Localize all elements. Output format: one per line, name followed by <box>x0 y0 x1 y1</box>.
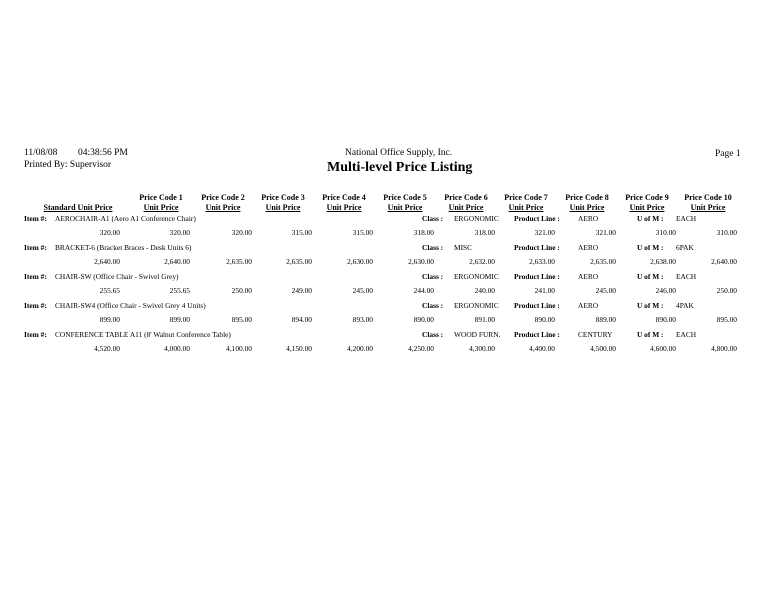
uom-label: U of M : <box>637 243 664 252</box>
price-cell: 889.00 <box>595 315 616 324</box>
price-cell: 241.00 <box>534 286 555 295</box>
price-code-label: Price Code 9 <box>625 193 669 202</box>
price-code-label: Price Code 2 <box>201 193 245 202</box>
item-description: AEROCHAIR-A1 (Aero A1 Conference Chair) <box>55 214 196 223</box>
unit-price-label: Unit Price <box>508 202 544 212</box>
price-cell: 4,250.00 <box>408 344 434 353</box>
price-code-label: Price Code 8 <box>565 193 609 202</box>
header-price-code-7 <box>497 193 555 212</box>
price-cell: 2,640.00 <box>711 257 737 266</box>
product-line-value: AERO <box>578 301 599 310</box>
class-label: Class : <box>422 301 444 310</box>
price-cell: 4,200.00 <box>347 344 373 353</box>
header-price-code-4 <box>315 193 373 212</box>
report-title: Multi-level Price Listing <box>327 160 473 175</box>
class-value: WOOD FURN. <box>454 330 501 339</box>
price-code-label: Price Code 7 <box>504 193 548 202</box>
printed-by: Printed By: Supervisor <box>24 160 112 170</box>
header-price-code-2 <box>194 193 252 212</box>
class-value: ERGONOMIC <box>454 214 499 223</box>
report-time: 04:38:56 PM <box>78 148 128 158</box>
price-cell: 4,150.00 <box>286 344 312 353</box>
product-line-label: Product Line : <box>514 272 560 281</box>
price-cell: 2,630.00 <box>347 257 373 266</box>
price-cell: 2,630.00 <box>408 257 434 266</box>
price-cell: 255.65 <box>169 286 190 295</box>
price-cell: 890.00 <box>413 315 434 324</box>
unit-price-label: Unit Price <box>143 202 179 212</box>
price-cell: 321.00 <box>534 228 555 237</box>
uom-value: EACH <box>676 214 697 223</box>
price-cell: 245.00 <box>352 286 373 295</box>
product-line-value: AERO <box>578 272 599 281</box>
price-code-label: Price Code 6 <box>444 193 488 202</box>
uom-label: U of M : <box>637 214 664 223</box>
unit-price-label: Unit Price <box>629 202 665 212</box>
price-cell: 893.00 <box>352 315 373 324</box>
price-cell: 890.00 <box>655 315 676 324</box>
price-cell: 310.00 <box>655 228 676 237</box>
class-label: Class : <box>422 214 444 223</box>
product-line-value: AERO <box>578 214 599 223</box>
unit-price-label: Unit Price <box>690 202 726 212</box>
price-cell: 320.00 <box>231 228 252 237</box>
product-line-label: Product Line : <box>514 214 560 223</box>
price-cell: 899.00 <box>169 315 190 324</box>
unit-price-label: Unit Price <box>448 202 484 212</box>
price-cell: 4,520.00 <box>94 344 120 353</box>
price-cell: 249.00 <box>291 286 312 295</box>
page-number: Page 1 <box>715 149 741 159</box>
unit-price-label: Unit Price <box>569 202 605 212</box>
header-price-code-1 <box>132 193 190 212</box>
uom-value: 4PAK <box>676 301 694 310</box>
class-label: Class : <box>422 330 444 339</box>
header-price-code-3 <box>254 193 312 212</box>
item-description: CHAIR-SW (Office Chair - Swivel Grey) <box>55 272 179 281</box>
price-cell: 318.00 <box>413 228 434 237</box>
price-cell: 250.00 <box>716 286 737 295</box>
item-label: Item #: <box>24 214 47 223</box>
price-cell: 310.00 <box>716 228 737 237</box>
header-price-code-5 <box>376 193 434 212</box>
price-cell: 4,000.00 <box>164 344 190 353</box>
price-cell: 4,500.00 <box>590 344 616 353</box>
price-cell: 899.00 <box>99 315 120 324</box>
price-cell: 895.00 <box>716 315 737 324</box>
price-cell: 2,640.00 <box>164 257 190 266</box>
item-description: BRACKET-6 (Bracket Braces - Desk Units 6) <box>55 243 192 252</box>
price-cell: 245.00 <box>595 286 616 295</box>
header-price-code-6 <box>437 193 495 212</box>
uom-label: U of M : <box>637 272 664 281</box>
class-label: Class : <box>422 272 444 281</box>
price-cell: 250.00 <box>231 286 252 295</box>
price-cell: 895.00 <box>231 315 252 324</box>
product-line-label: Product Line : <box>514 243 560 252</box>
item-label: Item #: <box>24 243 47 252</box>
price-cell: 894.00 <box>291 315 312 324</box>
company-name: National Office Supply, Inc. <box>345 148 453 158</box>
product-line-label: Product Line : <box>514 301 560 310</box>
price-cell: 2,633.00 <box>529 257 555 266</box>
price-cell: 2,632.00 <box>469 257 495 266</box>
price-code-label: Price Code 5 <box>383 193 427 202</box>
class-value: ERGONOMIC <box>454 301 499 310</box>
item-label: Item #: <box>24 272 47 281</box>
unit-price-label: Unit Price <box>387 202 423 212</box>
price-code-label: Price Code 3 <box>261 193 305 202</box>
uom-value: EACH <box>676 330 697 339</box>
price-cell: 321.00 <box>595 228 616 237</box>
item-description: CONFERENCE TABLE A11 (8' Walnut Conference Table) <box>55 330 231 339</box>
price-cell: 4,300.00 <box>469 344 495 353</box>
price-cell: 4,400.00 <box>529 344 555 353</box>
header-price-code-10 <box>679 193 737 212</box>
class-value: MISC <box>454 243 473 252</box>
item-label: Item #: <box>24 301 47 310</box>
price-cell: 2,635.00 <box>590 257 616 266</box>
product-line-value: AERO <box>578 243 599 252</box>
price-cell: 891.00 <box>474 315 495 324</box>
price-cell: 246.00 <box>655 286 676 295</box>
price-code-label: Price Code 10 <box>684 193 732 202</box>
price-cell: 4,600.00 <box>650 344 676 353</box>
price-cell: 2,640.00 <box>94 257 120 266</box>
price-cell: 4,800.00 <box>711 344 737 353</box>
report-date: 11/08/08 <box>24 148 58 158</box>
class-value: ERGONOMIC <box>454 272 499 281</box>
header-price-code-9 <box>618 193 676 212</box>
unit-price-label: Unit Price <box>326 202 362 212</box>
price-cell: 890.00 <box>534 315 555 324</box>
uom-label: U of M : <box>637 301 664 310</box>
price-cell: 240.00 <box>474 286 495 295</box>
price-cell: 320.00 <box>99 228 120 237</box>
unit-price-label: Unit Price <box>265 202 301 212</box>
item-label: Item #: <box>24 330 47 339</box>
price-cell: 4,100.00 <box>226 344 252 353</box>
product-line-label: Product Line : <box>514 330 560 339</box>
price-cell: 2,635.00 <box>286 257 312 266</box>
price-code-label: Price Code 4 <box>322 193 366 202</box>
price-cell: 2,635.00 <box>226 257 252 266</box>
uom-value: 6PAK <box>676 243 694 252</box>
price-cell: 255.65 <box>99 286 120 295</box>
price-code-label: Price Code 1 <box>139 193 183 202</box>
uom-value: EACH <box>676 272 697 281</box>
unit-price-label: Unit Price <box>205 202 241 212</box>
product-line-value: CENTURY <box>578 330 613 339</box>
price-cell: 315.00 <box>291 228 312 237</box>
uom-label: U of M : <box>637 330 664 339</box>
header-standard-unit-price: Standard Unit Price <box>43 203 113 212</box>
price-cell: 315.00 <box>352 228 373 237</box>
price-cell: 244.00 <box>413 286 434 295</box>
price-cell: 320.00 <box>169 228 190 237</box>
price-cell: 2,638.00 <box>650 257 676 266</box>
header-price-code-8 <box>558 193 616 212</box>
class-label: Class : <box>422 243 444 252</box>
item-description: CHAIR-SW4 (Office Chair - Swivel Grey 4 Units) <box>55 301 206 310</box>
price-cell: 318.00 <box>474 228 495 237</box>
